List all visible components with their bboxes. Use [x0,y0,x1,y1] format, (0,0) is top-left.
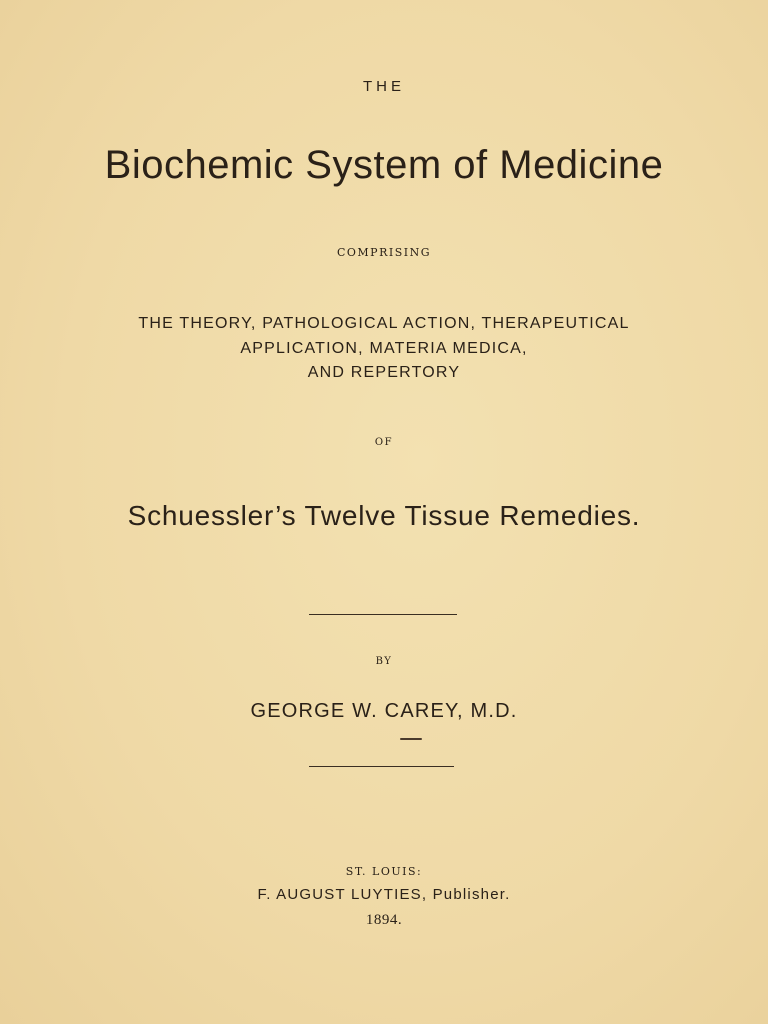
ornament-mark [400,738,422,740]
publisher-name: F. AUGUST LUYTIES, Publisher. [257,886,511,903]
publication-city: ST. LOUIS: [345,865,423,878]
divider-rule-bottom [309,766,454,767]
the-heading: THE [363,78,405,95]
divider-rule-top [309,614,457,615]
book-title: Biochemic System of Medicine [104,143,664,187]
of-label: OF [374,437,394,448]
by-label: BY [375,656,393,667]
subtitle-line-1: THE THEORY, PATHOLOGICAL ACTION, THERAPEUTICAL [138,315,630,332]
publication-year: 1894. [365,912,403,928]
author-name: GEORGE W. CAREY, M.D. [250,700,518,722]
remedies-title: Schuessler’s Twelve Tissue Remedies. [127,500,641,531]
subtitle-line-3: AND REPERTORY [307,364,461,381]
subtitle-line-2: APPLICATION, MATERIA MEDICA, [240,340,528,357]
comprising-label: COMPRISING [336,246,432,259]
